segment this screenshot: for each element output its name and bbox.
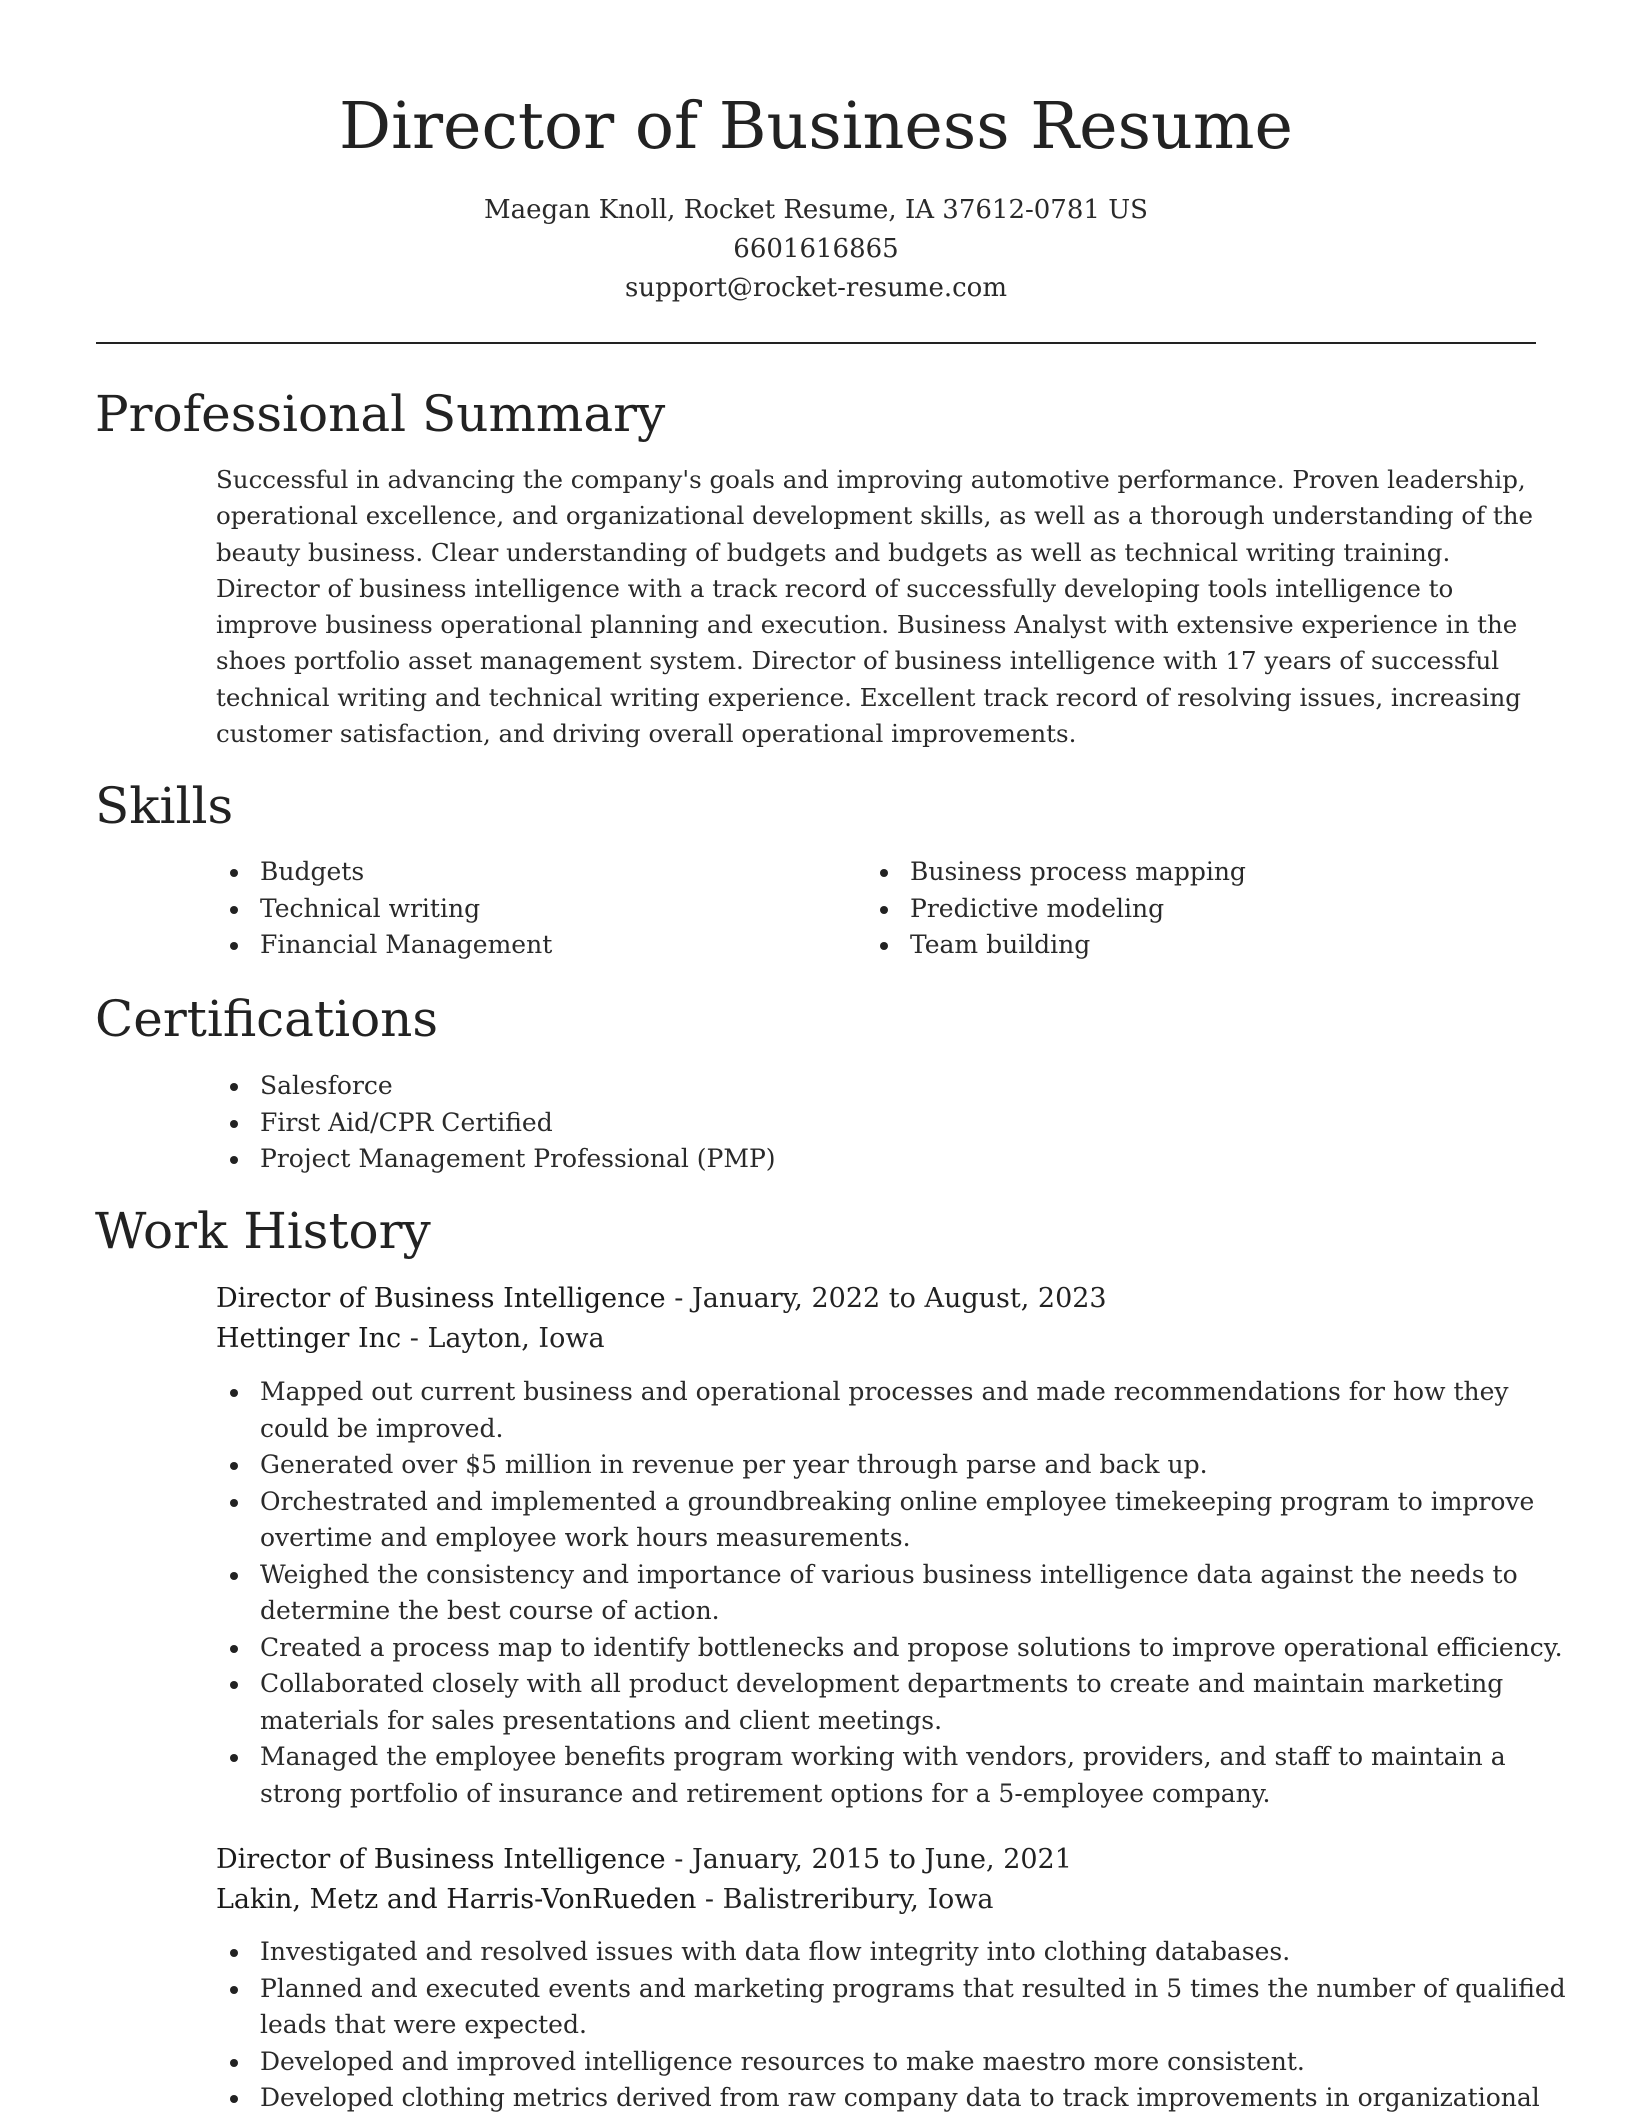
- job-company: Hettinger Inc: [216, 1323, 402, 1354]
- job-location: Balistreribury, Iowa: [722, 1884, 994, 1915]
- job-company-line: [216, 1880, 994, 1920]
- bullet-text: Created a process map to identify bottlenecks and propose solutions to improve operational efficiency.: [260, 1632, 1563, 1662]
- contact-email: support@rocket-resume.com: [624, 273, 1007, 303]
- bullet-icon: [230, 1499, 238, 1507]
- bullet-icon: [230, 869, 238, 877]
- job-separator: -: [401, 1323, 428, 1354]
- job-bullets: [216, 1374, 1580, 1812]
- bullet-icon: [230, 1986, 238, 1994]
- certifications-heading: Certifications: [95, 990, 439, 1048]
- certification-label: Project Management Professional (PMP): [260, 1144, 776, 1173]
- list-item: [260, 1447, 1580, 1484]
- job-separator: -: [665, 1283, 692, 1314]
- skills-heading: Skills: [95, 777, 234, 835]
- bullet-icon: [880, 869, 888, 877]
- summary-heading: Professional Summary: [95, 385, 666, 443]
- bullet-text: Managed the employee benefits program working with vendors, providers, and staff to maintain a strong portfolio of insurance and retirement options for a 5-employee company.: [260, 1742, 1506, 1808]
- list-item: [260, 1934, 1580, 1971]
- certifications-list: [216, 1068, 1560, 1178]
- skill-label: Financial Management: [260, 930, 553, 959]
- job-separator: -: [665, 1844, 692, 1875]
- bullet-icon: [880, 942, 888, 950]
- job-company: Lakin, Metz and Harris-VonRueden: [216, 1884, 697, 1915]
- skill-label: Predictive modeling: [910, 893, 1165, 923]
- skill-label: Business process mapping: [910, 857, 1246, 886]
- bullet-icon: [230, 942, 238, 950]
- job-dates: January, 2015 to June, 2021: [691, 1844, 1072, 1875]
- bullet-icon: [230, 1681, 238, 1689]
- list-item: [260, 1484, 1580, 1557]
- bullet-text: Collaborated closely with all product development departments to create and maintain marketing materials for sales presentations and client meetings.: [260, 1669, 1504, 1735]
- bullet-text: Orchestrated and implemented a groundbreaking online employee timekeeping program to improve overtime and employee work hours measurements.: [260, 1486, 1535, 1552]
- job-title: Director of Business Intelligence: [216, 1844, 666, 1875]
- bullet-icon: [230, 1120, 238, 1128]
- bullet-icon: [230, 1083, 238, 1091]
- list-item: [260, 1666, 1580, 1739]
- bullet-icon: [230, 1754, 238, 1762]
- list-item: [260, 927, 820, 964]
- certification-label: First Aid/CPR Certified: [260, 1107, 553, 1137]
- job-dates: January, 2022 to August, 2023: [691, 1283, 1107, 1314]
- bullet-icon: [230, 1389, 238, 1397]
- skills-list-right: [866, 854, 1550, 964]
- header-divider: [96, 342, 1536, 344]
- bullet-text: Planned and executed events and marketing programs that resulted in 5 times the number of qualified leads that were expected.: [260, 1973, 1566, 2039]
- bullet-icon: [230, 1572, 238, 1580]
- bullet-icon: [230, 1156, 238, 1164]
- list-item: [260, 891, 820, 928]
- skill-label: Budgets: [260, 857, 365, 886]
- summary-text: Successful in advancing the company's goals and improving automotive performance. Proven leadership, operational excellence, and organizational development skills, as well as a thorough understanding of the beauty business. Clear understanding of budgets and budgets as well as technical writing training. Director of business intelligence with a track record of successfully developing tools intelligence to improve business operational planning and execution. Business Analyst with extensive experience in the shoes portfolio asset management system. Director of business intelligence with 17 years of successful technical writing and technical writing experience. Excellent track record of resolving issues, increasing customer satisfaction, and driving overall operational improvements.: [216, 465, 1534, 749]
- bullet-icon: [880, 906, 888, 914]
- work-history-heading: Work History: [95, 1202, 431, 1260]
- bullet-icon: [230, 1949, 238, 1957]
- contact-phone: 6601616865: [733, 234, 899, 264]
- list-item: [260, 854, 820, 891]
- bullet-text: Developed and improved intelligence resources to make maestro more consistent.: [260, 2046, 1305, 2076]
- job-title-line: [216, 1279, 1107, 1319]
- bullet-icon: [230, 2095, 238, 2103]
- contact-address: Maegan Knoll, Rocket Resume, IA 37612-0781 US: [484, 195, 1148, 225]
- list-item: [910, 891, 1550, 928]
- bullet-icon: [230, 1462, 238, 1470]
- list-item: [910, 927, 1550, 964]
- list-item: [260, 2080, 1580, 2117]
- bullet-text: Developed clothing metrics derived from raw company data to track improvements in organizational: [260, 2083, 1540, 2112]
- skills-list-left: [216, 854, 820, 964]
- list-item: [260, 1105, 1560, 1142]
- job-company-line: [216, 1319, 605, 1359]
- bullet-text: Generated over $5 million in revenue per year through parse and back up.: [260, 1450, 1208, 1479]
- job-title: Director of Business Intelligence: [216, 1283, 666, 1314]
- list-item: [260, 2044, 1580, 2081]
- list-item: [260, 1971, 1580, 2044]
- job-separator: -: [696, 1884, 723, 1915]
- list-item: [260, 1374, 1580, 1447]
- bullet-text: Weighed the consistency and importance of various business intelligence data against the needs to determine the best course of action.: [260, 1559, 1518, 1625]
- list-item: [260, 1739, 1580, 1812]
- list-item: [260, 1557, 1580, 1630]
- bullet-text: Investigated and resolved issues with data flow integrity into clothing databases.: [260, 1937, 1291, 1966]
- bullet-icon: [230, 2059, 238, 2067]
- job-bullets: [216, 1934, 1580, 2117]
- list-item: [910, 854, 1550, 891]
- list-item: [260, 1068, 1560, 1105]
- list-item: [260, 1141, 1560, 1178]
- bullet-text: Mapped out current business and operational processes and made recommendations for how they could be improved.: [260, 1377, 1509, 1443]
- list-item: [260, 1630, 1580, 1667]
- certification-label: Salesforce: [260, 1071, 393, 1100]
- bullet-icon: [230, 1645, 238, 1653]
- bullet-icon: [230, 906, 238, 914]
- document-title: Director of Business Resume: [339, 89, 1293, 164]
- skill-label: Team building: [910, 930, 1091, 959]
- job-title-line: [216, 1840, 1072, 1880]
- skill-label: Technical writing: [260, 893, 481, 923]
- job-location: Layton, Iowa: [427, 1323, 605, 1354]
